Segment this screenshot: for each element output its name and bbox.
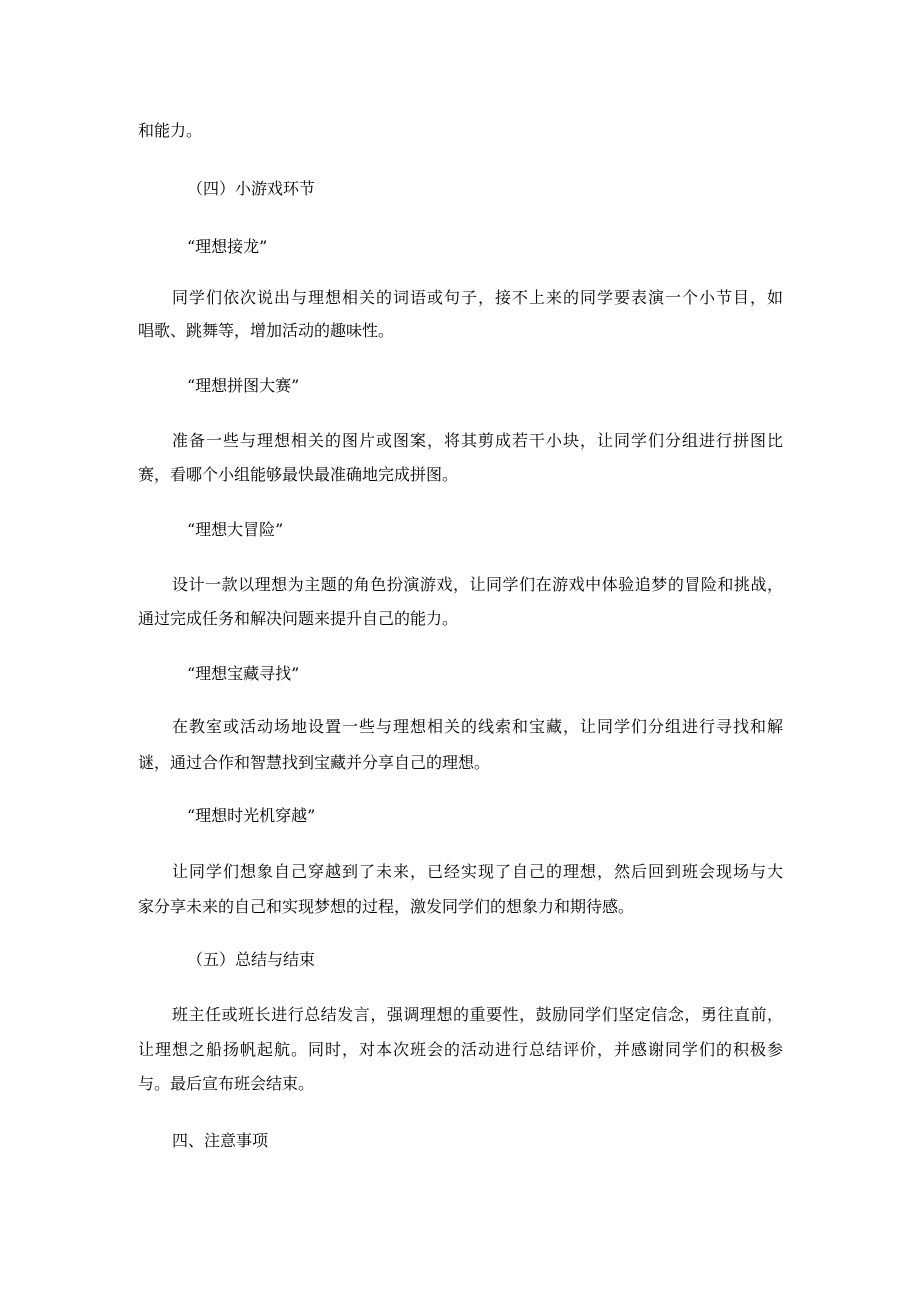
paragraph-adventure-line-1: 设计一款以理想为主题的角色扮演游戏，让同学们在游戏中体验追梦的冒险和挑战，: [172, 575, 783, 594]
paragraph-puzzle-line-1: 准备一些与理想相关的图片或图案，将其剪成若干小块，让同学们分组进行拼图比: [172, 431, 783, 450]
paragraph-adventure-line-2: 通过完成任务和解决问题来提升自己的能力。: [138, 609, 459, 628]
paragraph-time-machine-line-1: 让同学们想象自己穿越到了未来，已经实现了自己的理想，然后回到班会现场与大: [172, 862, 783, 881]
game-title-relay: “理想接龙”: [187, 237, 268, 256]
game-title-time-machine: “理想时光机穿越”: [187, 806, 316, 825]
paragraph-relay-line-1: 同学们依次说出与理想相关的词语或句子，接不上来的同学要表演一个小节目，如: [172, 288, 783, 307]
paragraph-summary-line-3: 与。最后宣布班会结束。: [138, 1074, 315, 1093]
paragraph-relay-line-2: 唱歌、跳舞等，增加活动的趣味性。: [138, 321, 395, 340]
paragraph-puzzle-line-2: 赛，看哪个小组能够最快最准确地完成拼图。: [138, 465, 459, 484]
game-title-adventure: “理想大冒险”: [187, 520, 284, 539]
paragraph-treasure-line-2: 谜，通过合作和智慧找到宝藏并分享自己的理想。: [138, 753, 491, 772]
paragraph-continuation: 和能力。: [138, 121, 203, 140]
paragraph-summary-line-1: 班主任或班长进行总结发言，强调理想的重要性，鼓励同学们坚定信念，勇往直前，: [172, 1005, 783, 1024]
section-heading-games: （四）小游戏环节: [187, 179, 316, 198]
section-heading-notes: 四、注意事项: [172, 1131, 269, 1150]
paragraph-summary-line-2: 让理想之船扬帆起航。同时，对本次班会的活动进行总结评价，并感谢同学们的积极参: [138, 1040, 783, 1059]
paragraph-treasure-line-1: 在教室或活动场地设置一些与理想相关的线索和宝藏，让同学们分组进行寻找和解: [172, 717, 783, 736]
section-heading-summary: （五）总结与结束: [187, 950, 316, 969]
paragraph-time-machine-line-2: 家分享未来的自己和实现梦想的过程，激发同学们的想象力和期待感。: [138, 897, 635, 916]
game-title-puzzle: “理想拼图大赛”: [187, 376, 300, 395]
game-title-treasure: “理想宝藏寻找”: [187, 664, 300, 683]
